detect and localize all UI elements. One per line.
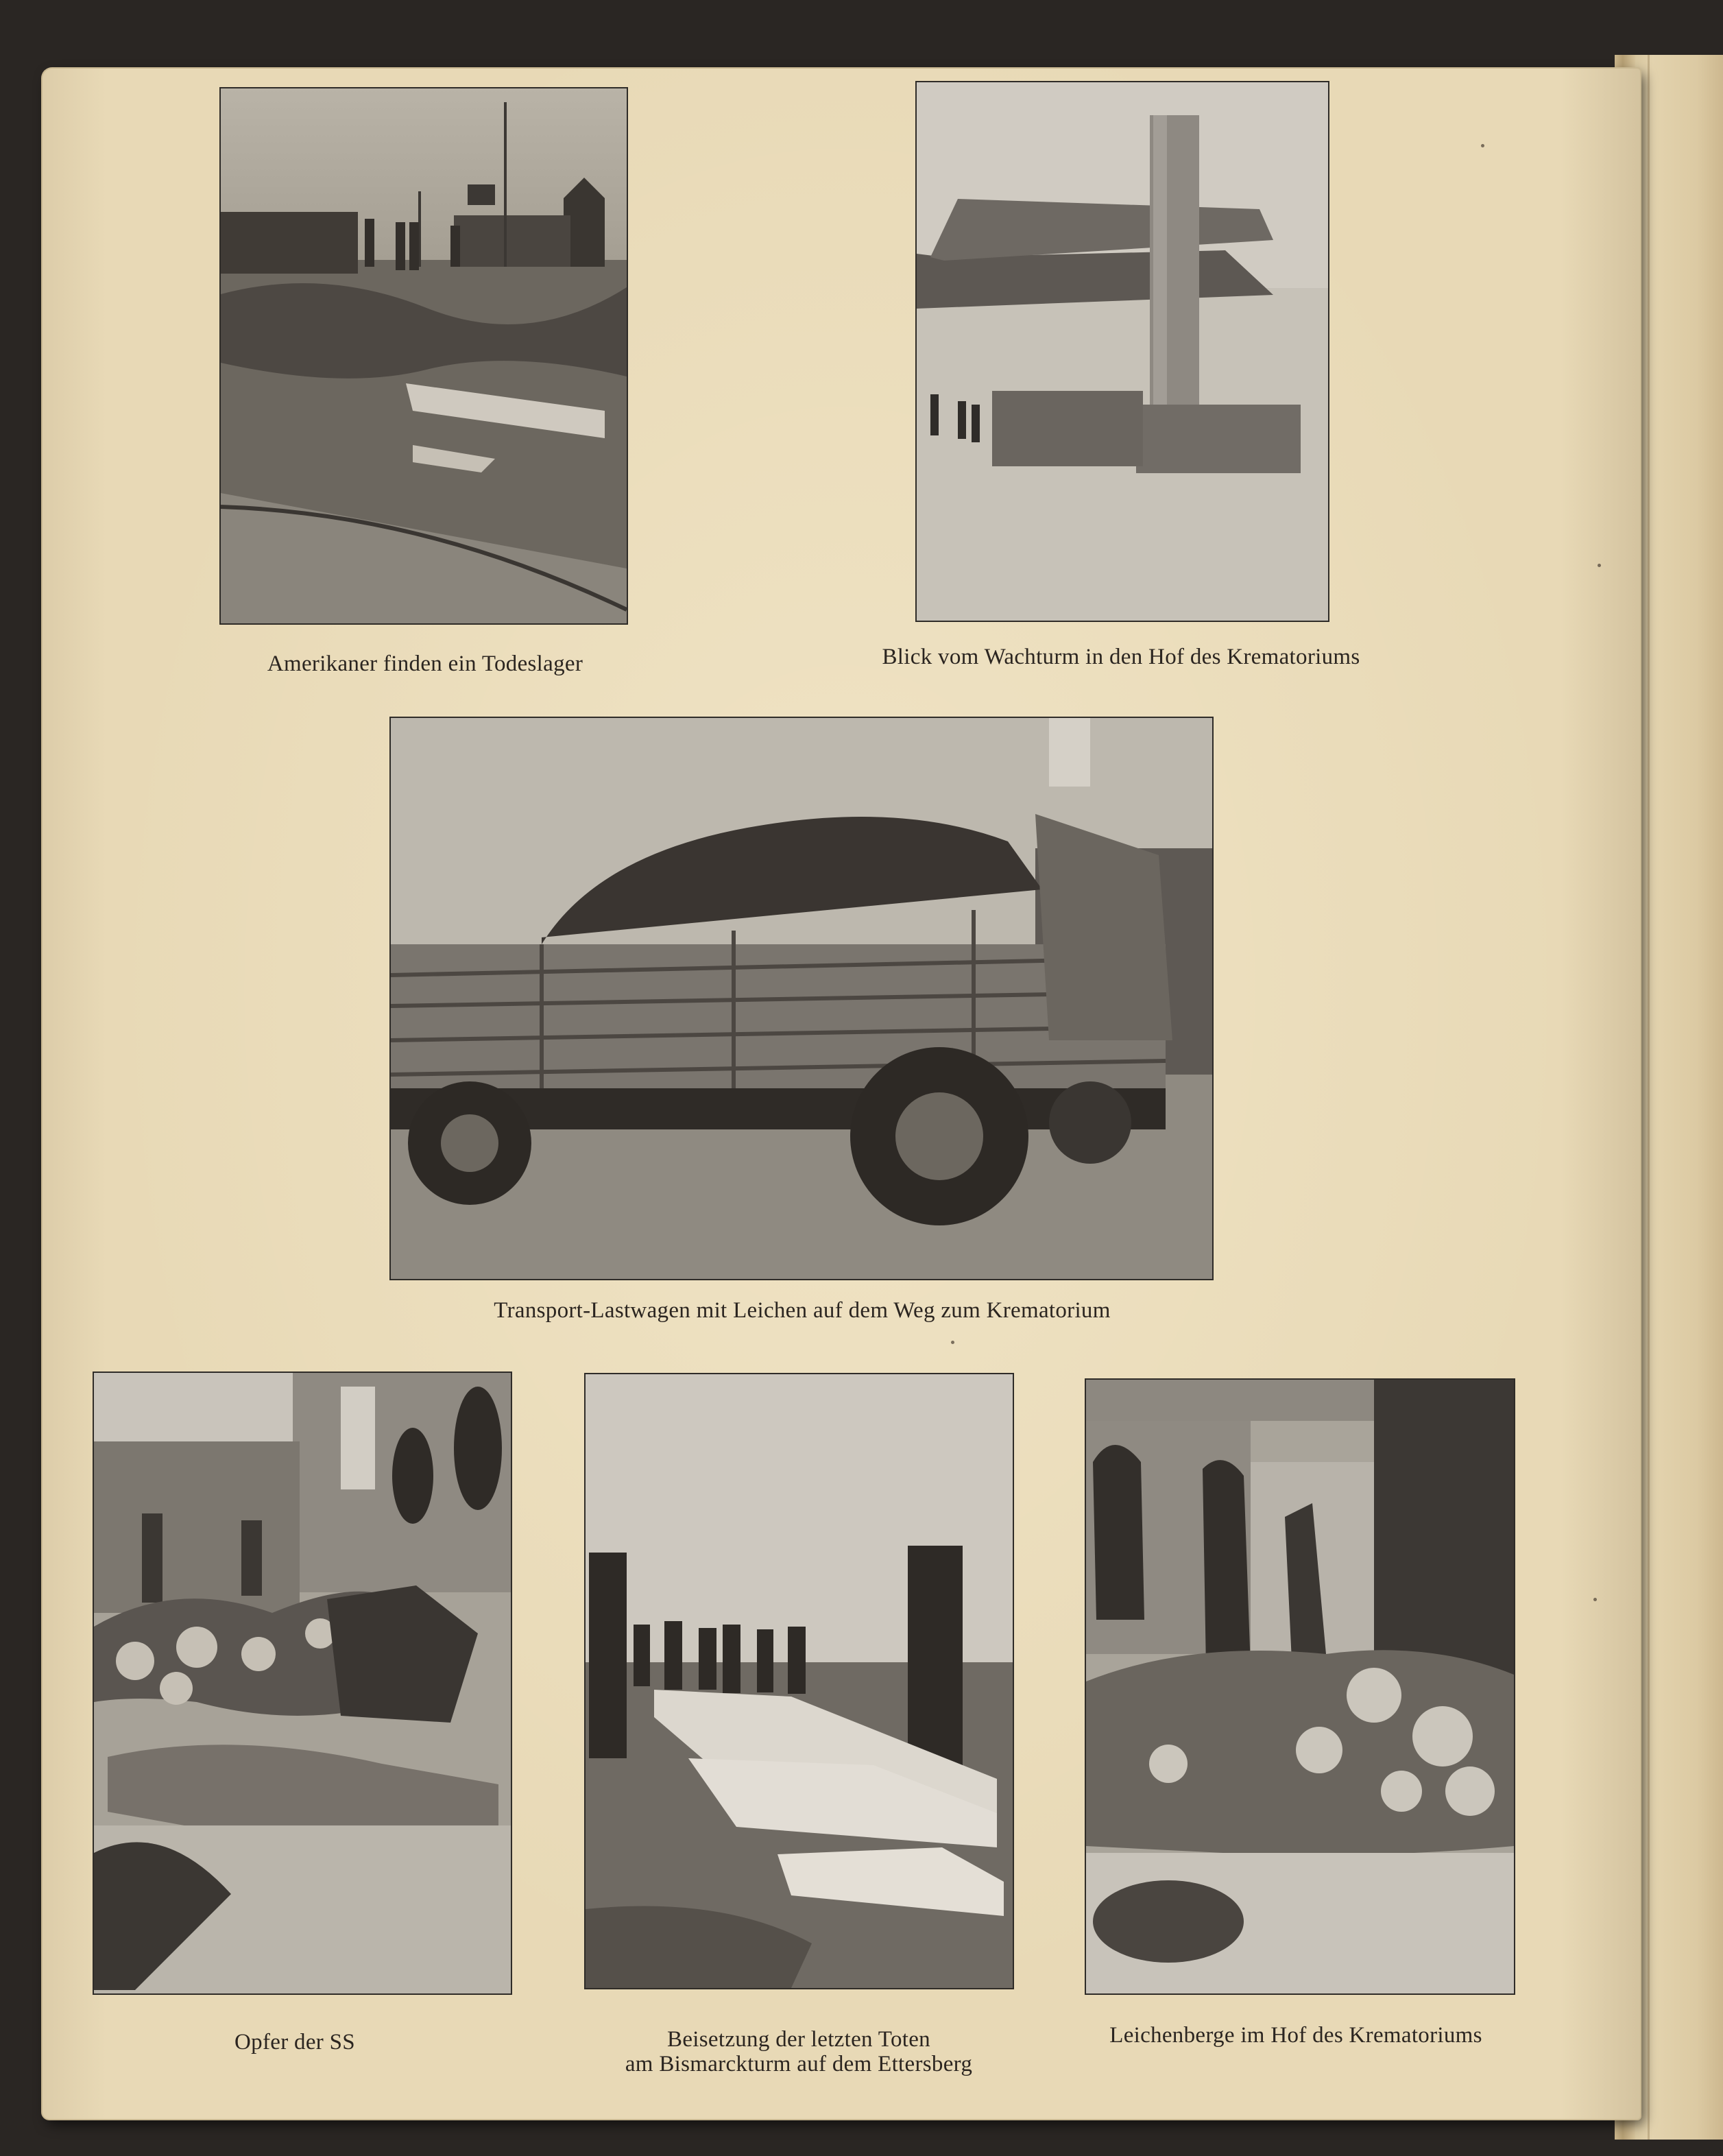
- photo-bodies-crematorium-yard: [1085, 1378, 1515, 1995]
- photo-burial-ettersberg: [584, 1373, 1014, 1989]
- caption-photo5-line2: am Bismarckturm auf dem Ettersberg: [625, 2052, 973, 2076]
- photo-crematorium-yard-image: [917, 82, 1328, 621]
- photo-transport-truck-image: [391, 718, 1212, 1279]
- caption-photo1: Amerikaner finden ein Todeslager: [267, 651, 583, 676]
- photo-victims-of-ss: [93, 1372, 512, 1995]
- paper-speck: [951, 1341, 954, 1344]
- photo-transport-truck: [389, 717, 1214, 1280]
- photo-crematorium-yard: [915, 81, 1329, 622]
- photo-victims-of-ss-image: [94, 1373, 511, 1993]
- photo-burial-ettersberg-image: [586, 1374, 1013, 1988]
- caption-photo2: Blick vom Wachturm in den Hof des Krematoriums: [882, 645, 1360, 669]
- paper-speck: [1598, 564, 1601, 567]
- photo-death-camp-found: [219, 87, 628, 625]
- paper-speck: [1593, 1598, 1597, 1601]
- photo-death-camp-image: [221, 88, 627, 623]
- caption-photo4: Opfer der SS: [234, 2030, 355, 2055]
- paper-speck: [1481, 144, 1484, 147]
- caption-photo6: Leichenberge im Hof des Krematoriums: [1109, 2023, 1482, 2048]
- caption-photo3: Transport-Lastwagen mit Leichen auf dem Weg zum Krematorium: [494, 1298, 1111, 1323]
- photo-bodies-crematorium-yard-image: [1086, 1380, 1514, 1993]
- adjacent-page-edge: [1635, 55, 1723, 2140]
- caption-photo5: [542, 2027, 1056, 2076]
- caption-photo5-line1: Beisetzung der letzten Toten: [667, 2027, 930, 2052]
